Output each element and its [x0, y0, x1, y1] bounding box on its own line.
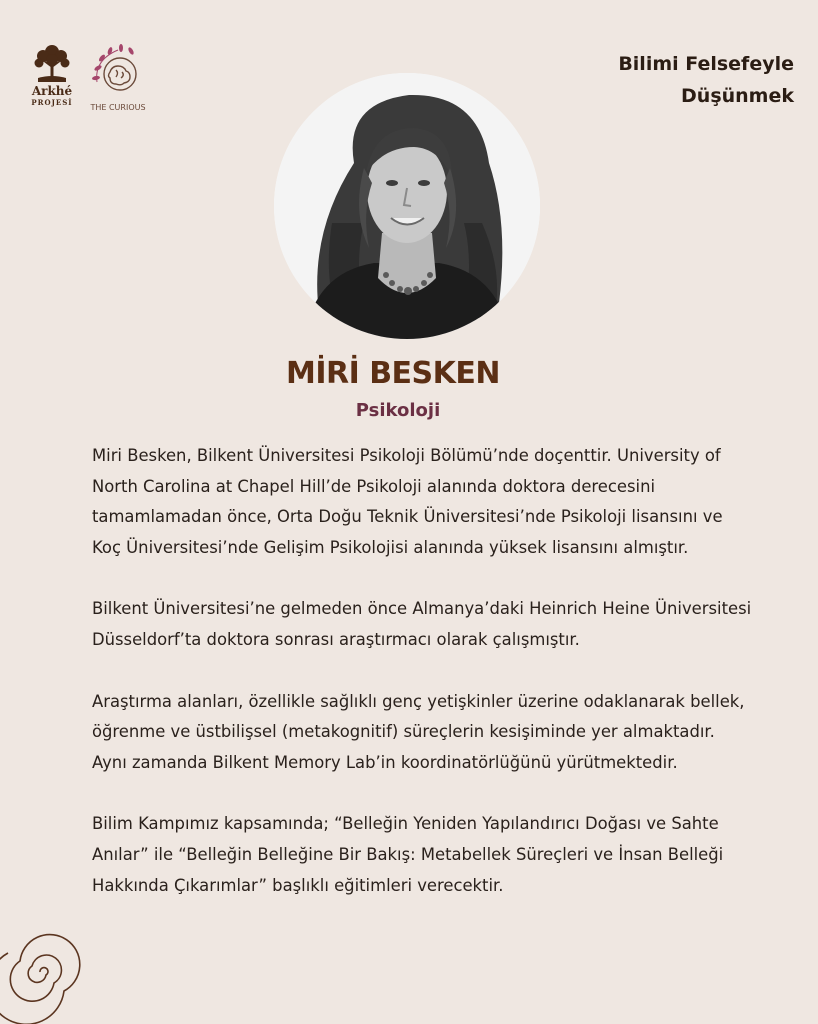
biography [92, 441, 752, 932]
portrait-illustration [274, 73, 540, 339]
bio-paragraph: Miri Besken, Bilkent Üniversitesi Psikoloji Bölümü’nde doçenttir. University of North Carolina at Chapel Hill’de Psikoloji alanında doktora derecesini tamamlamadan önce, Orta Doğu Teknik Üniversitesi’nde Psikoloji lisansını ve Koç Üniversitesi’nde Gelişim Psikolojisi alanında yüksek lisansını almıştır. [92, 446, 723, 557]
tagline-line2: Düşünmek [681, 85, 794, 107]
bio-paragraph: Bilim Kampımız kapsamında; “Belleğin Yeniden Yapılandırıcı Doğası ve Sahte Anılar” ile “Belleğin Belleğine Bir Bakış: Metabellek Süreçleri ve İnsan Belleği Hakkında Çıkarımlar” başlıklı eğitimleri verecektir. [92, 814, 724, 895]
logo-group [28, 42, 150, 112]
arkhe-logo [28, 42, 76, 107]
profile-photo [274, 73, 540, 339]
curious-logo [86, 42, 150, 112]
curious-name: THE CURIOUS [90, 103, 146, 112]
arkhe-name: Arkhé [31, 84, 73, 98]
spiral-icon [0, 916, 90, 1024]
bio-paragraph: Bilkent Üniversitesi’ne gelmeden önce Almanya’daki Heinrich Heine Üniversitesi Düsseldorf’ta doktora sonrası araştırmacı olarak çalışmıştır. [92, 599, 752, 649]
brain-leaves-icon [88, 42, 148, 100]
bio-paragraph: Araştırma alanları, özellikle sağlıklı genç yetişkinler üzerine odaklanarak bellek, öğrenme ve üstbilişsel (metakognitif) süreçlerin kesişiminde yer almaktadır. Aynı zamanda Bilkent Memory Lab’in koordinatörlüğünü yürütmektedir. [92, 691, 745, 772]
person-name: MİRİ BESKEN [285, 356, 501, 391]
tagline-line1: Bilimi Felsefeyle [618, 53, 794, 75]
tree-icon [32, 42, 72, 84]
tagline [618, 48, 794, 112]
person-field: Psikoloji [355, 400, 441, 421]
arkhe-subtitle: PROJESİ [31, 98, 73, 107]
